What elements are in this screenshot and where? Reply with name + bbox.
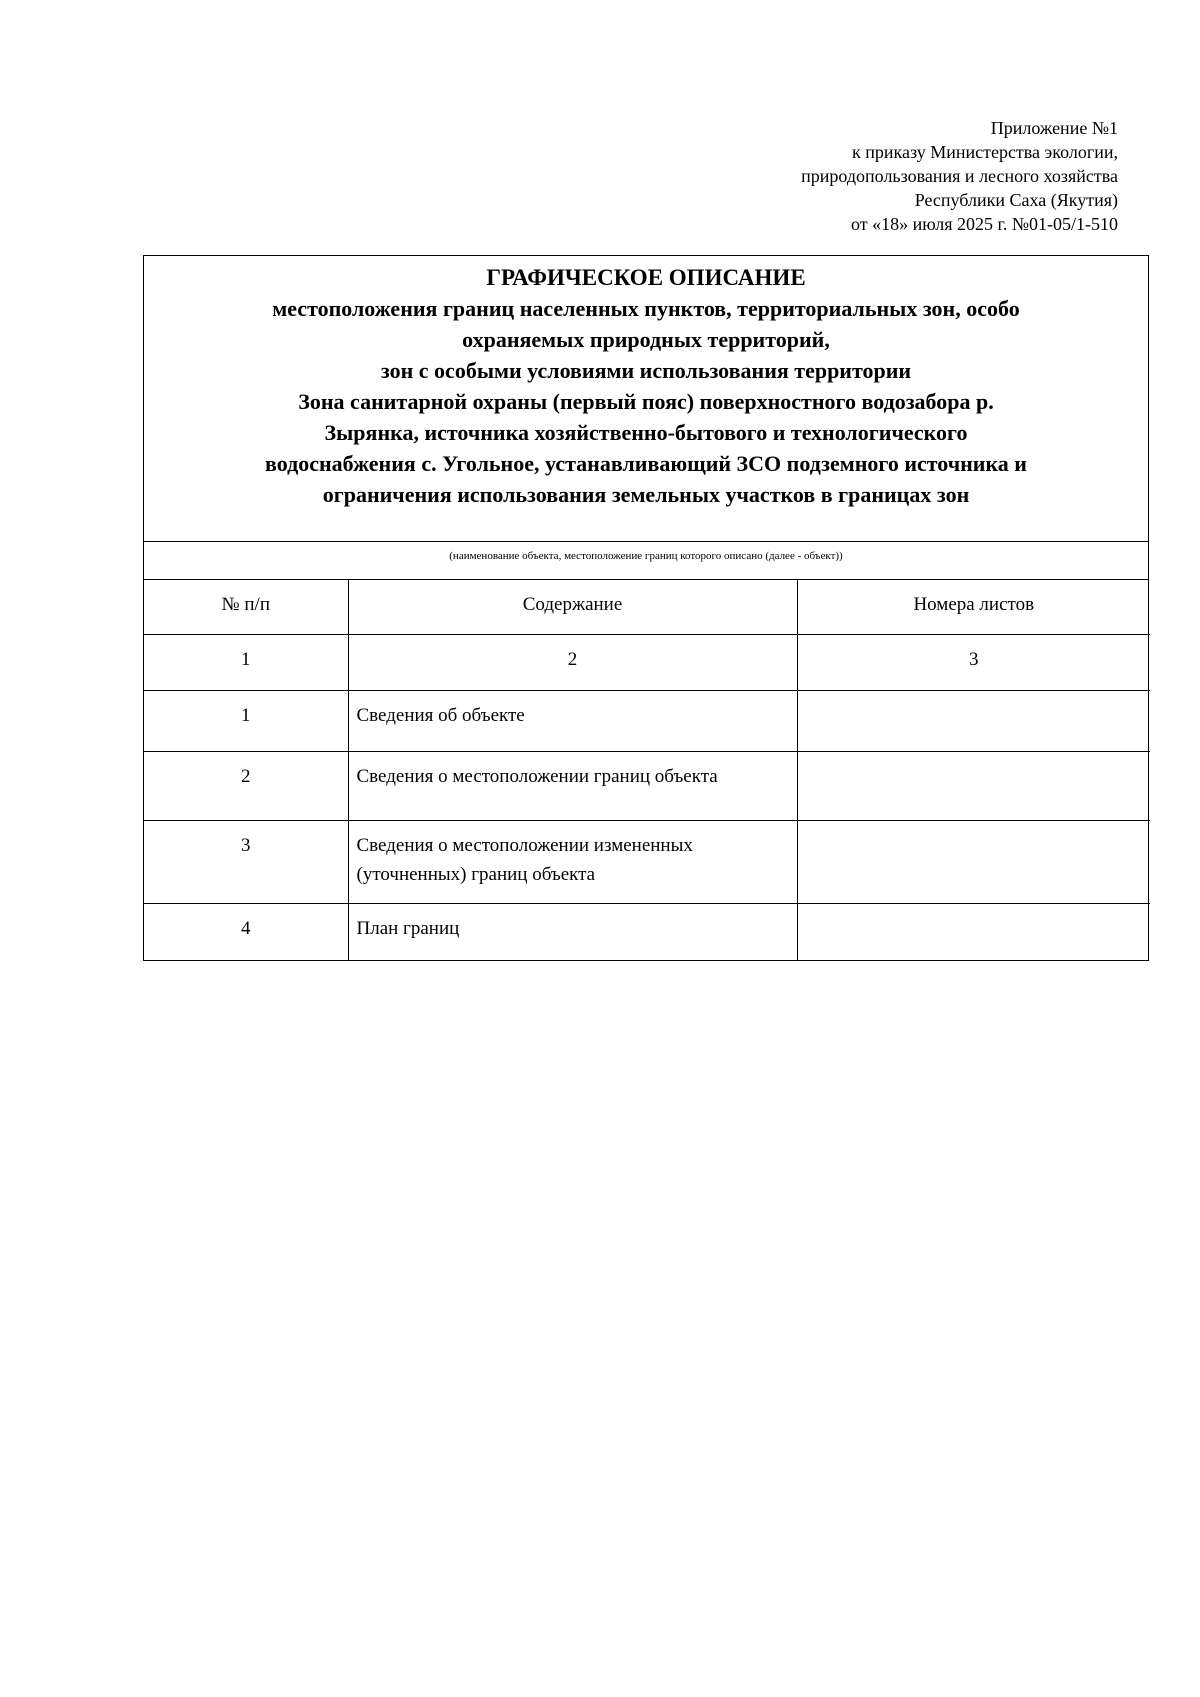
table-header-row: [144, 580, 1150, 634]
appendix-line: от «18» июля 2025 г. №01-05/1-510: [850, 214, 1118, 234]
appendix-header: [801, 116, 1118, 236]
table-row: [144, 690, 1150, 751]
contents-table: [144, 580, 1150, 960]
title-line: зон с особыми условиями использования территории: [380, 358, 912, 383]
title-line: Зона санитарной охраны (первый пояс) поверхностного водозабора р.: [298, 389, 994, 414]
row-number: 1: [144, 690, 348, 751]
title-line: Зырянка, источника хозяйственно-бытового и технологического: [324, 420, 968, 445]
numbering-cell: 2: [348, 634, 797, 690]
appendix-line: Приложение №1: [990, 118, 1118, 138]
row-content: Сведения об объекте: [348, 690, 797, 751]
row-sheets: [797, 690, 1150, 751]
row-content: План границ: [348, 903, 797, 960]
title-line: водоснабжения с. Угольное, устанавливающий ЗСО подземного источника и: [265, 451, 1027, 476]
table-row: [144, 751, 1150, 820]
object-caption: (наименование объекта, местоположение границ которого описано (далее - объект)): [144, 542, 1148, 580]
table-numbering-row: [144, 634, 1150, 690]
table-row: [144, 820, 1150, 903]
row-sheets: [797, 903, 1150, 960]
appendix-line: природопользования и лесного хозяйства: [801, 166, 1118, 186]
header-number: № п/п: [221, 594, 270, 615]
title-line: охраняемых природных территорий,: [462, 327, 830, 352]
title-line: местоположения границ населенных пунктов, территориальных зон, особо: [272, 296, 1020, 321]
appendix-line: к приказу Министерства экологии,: [851, 142, 1118, 162]
row-sheets: [797, 820, 1150, 903]
row-number: 2: [144, 751, 348, 820]
row-content: Сведения о местоположении границ объекта: [348, 751, 797, 820]
row-sheets: [797, 751, 1150, 820]
header-sheets: Номера листов: [797, 580, 1150, 634]
row-content: Сведения о местоположении измененных (уточненных) границ объекта: [348, 820, 797, 903]
row-number: 3: [144, 820, 348, 903]
document-title: ГРАФИЧЕСКОЕ ОПИСАНИЕ: [486, 265, 806, 290]
table-row: [144, 903, 1150, 960]
numbering-cell: 3: [797, 634, 1150, 690]
header-content: Содержание: [348, 580, 797, 634]
title-block: [144, 256, 1148, 542]
document-frame: [143, 255, 1149, 961]
numbering-cell: 1: [144, 634, 348, 690]
appendix-line: Республики Саха (Якутия): [914, 190, 1118, 210]
row-number: 4: [144, 903, 348, 960]
title-line: ограничения использования земельных участков в границах зон: [322, 482, 970, 507]
